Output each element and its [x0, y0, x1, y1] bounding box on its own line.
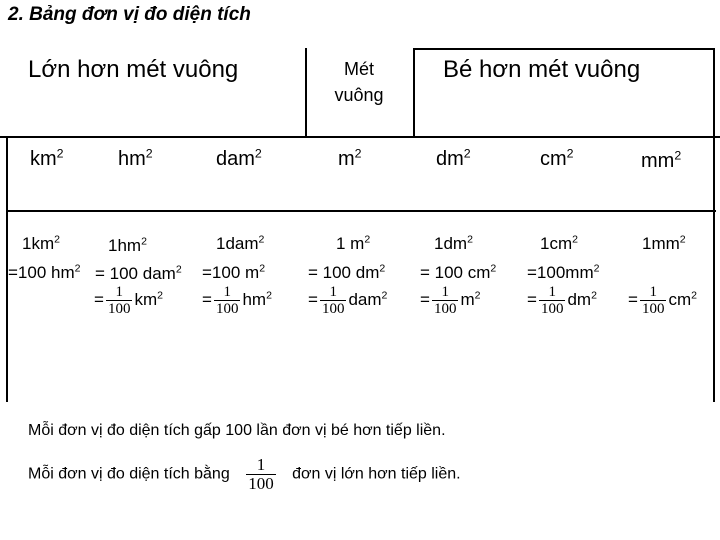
dm-line1: $1dm^2$	[434, 233, 473, 253]
km-line1: $1km^2$	[22, 233, 60, 253]
unit-hm: $hm^2$	[118, 146, 153, 170]
header-square-meter-line2: vuông	[334, 85, 384, 105]
header-square-meter	[308, 56, 410, 108]
units-separator-line	[8, 210, 716, 212]
unit-m: $m^2$	[338, 146, 362, 170]
dam-fraction: $\frac{1}{100}$	[215, 284, 239, 317]
unit-km: $km^2$	[30, 146, 64, 170]
dam-line2: =100 $m^2$	[202, 262, 266, 282]
m-line1: 1 $m^2$	[336, 233, 371, 253]
table-right-border	[713, 48, 715, 402]
dam-line3: = $\frac{1}{100}$ $hm^2$	[202, 284, 272, 317]
header-square-meter-line1: Mét	[343, 59, 374, 79]
note-one-hundredth-after: đơn vị lớn hơn tiếp liền.	[292, 465, 461, 483]
m-line2: = 100 $dm^2$	[308, 262, 386, 282]
meter-column-left-line	[305, 48, 307, 136]
note-one-hundredth-before: Mỗi đơn vị đo diện tích bằng	[28, 465, 230, 483]
note-fraction: $\frac{1}{100}$	[248, 455, 274, 493]
unit-dm: $dm^2$	[436, 146, 471, 170]
cm-line3: = $\frac{1}{100}$ $dm^2$	[527, 284, 597, 317]
note-100-times-larger: Mỗi đơn vị đo diện tích gấp 100 lần đơn vị bé hơn tiếp liền.	[28, 422, 446, 439]
km-line2: =100 $hm^2$	[8, 262, 81, 282]
note-one-hundredth	[28, 456, 461, 493]
dam-line1: 1dam$^2$	[216, 233, 265, 253]
mm-fraction: $\frac{1}{100}$	[641, 284, 665, 317]
mm-line3: = $\frac{1}{100}$ $cm^2$	[628, 284, 697, 317]
unit-mm: $mm^2$	[641, 148, 682, 172]
mm-line1: $1mm^2$	[642, 233, 686, 253]
meter-column-right-line	[413, 48, 415, 136]
table-top-right-border	[413, 48, 715, 50]
dm-line2: = 100 $cm^2$	[420, 262, 497, 282]
unit-dam: dam$^2$	[216, 146, 262, 170]
cm-fraction: $\frac{1}{100}$	[540, 284, 564, 317]
hm-line1: $1hm^2$	[108, 235, 147, 255]
hm-fraction: $\frac{1}{100}$	[107, 284, 131, 317]
unit-cm: $cm^2$	[540, 146, 574, 170]
hm-line3: = $\frac{1}{100}$ $km^2$	[94, 284, 163, 317]
cm-line1: $1cm^2$	[540, 233, 578, 253]
header-larger-than-square-meter: Lớn hơn mét vuông	[28, 56, 239, 83]
dm-fraction: $\frac{1}{100}$	[433, 284, 457, 317]
cm-line2: $=100mm^2$	[527, 262, 600, 282]
dm-line3: = $\frac{1}{100}$ $m^2$	[420, 284, 481, 317]
m-fraction: $\frac{1}{100}$	[321, 284, 345, 317]
page-title: 2. Bảng đơn vị đo diện tích	[8, 4, 251, 25]
hm-line2: = 100 dam$^2$	[95, 263, 182, 283]
header-separator-line	[0, 136, 720, 138]
m-line3: = $\frac{1}{100}$ dam$^2$	[308, 284, 388, 317]
header-smaller-than-square-meter: Bé hơn mét vuông	[443, 56, 641, 83]
